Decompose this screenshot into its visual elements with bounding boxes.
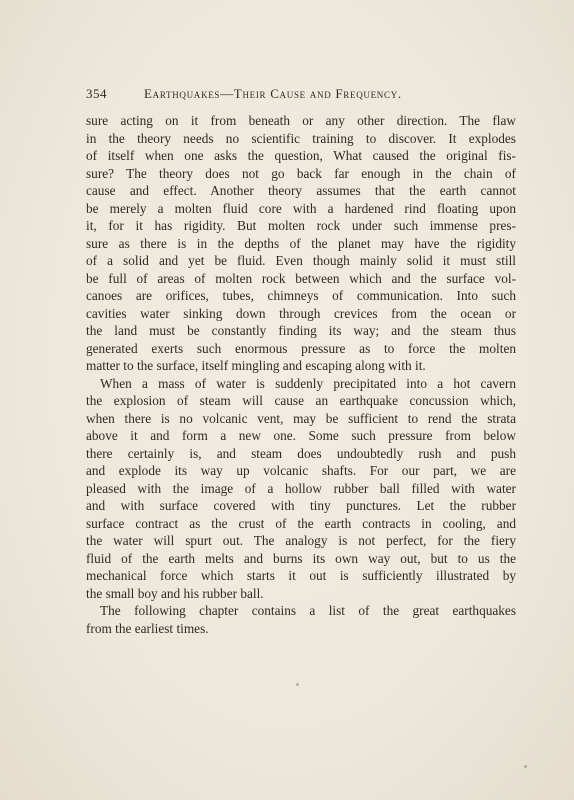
paragraph: [86, 112, 516, 375]
text-line: surface contract as the crust of the earth contracts in cooling, and: [86, 515, 516, 531]
text-line: it, for it has rigidity. But molten rock under such immense pres-: [86, 218, 516, 233]
text-line: of a solid and yet be fluid. Even though mainly solid it must still: [86, 253, 516, 268]
paper-speck: [524, 765, 527, 768]
text-line: above it and form a new one. Some such pressure from below: [86, 428, 516, 443]
text-line: the land must be constantly finding its way; and the steam thus: [86, 323, 516, 338]
text-line: sure as there is in the depths of the planet may have the rigidity: [86, 235, 516, 251]
text-line: cause and effect. Another theory assumes that the earth cannot: [86, 183, 516, 198]
text-line: the small boy and his rubber ball.: [86, 585, 264, 601]
text-line: mechanical force which starts it out is sufficiently illustrated by: [86, 568, 516, 583]
text-line: The following chapter contains a list of the great earthquakes: [100, 603, 516, 618]
paragraph: [86, 375, 516, 603]
text-line: cavities water sinking down through crevices from the ocean or: [86, 305, 516, 321]
text-line: sure? The theory does not go back far enough in the chain of: [86, 165, 516, 181]
paper-speck: [296, 683, 299, 686]
text-line: When a mass of water is suddenly precipitated into a hot cavern: [100, 375, 516, 391]
running-head: [86, 86, 516, 104]
text-line: pleased with the image of a hollow rubber ball filled with water: [86, 480, 516, 496]
text-line: sure acting on it from beneath or any other direction. The flaw: [86, 113, 516, 128]
page-number: 354: [86, 86, 107, 101]
text-line: the explosion of steam will cause an earthquake concussion which,: [86, 393, 516, 408]
text-line: when there is no volcanic vent, may be sufficient to rend the strata: [86, 410, 516, 426]
text-line: be full of areas of molten rock between which and the surface vol-: [86, 270, 516, 286]
text-line: from the earliest times.: [86, 620, 209, 636]
text-line: and with surface covered with tiny punctures. Let the rubber: [86, 498, 516, 513]
text-line: there certainly is, and steam does undoubtedly rush and push: [86, 445, 516, 461]
text-line: be merely a molten fluid core with a hardened rind floating upon: [86, 200, 516, 216]
text-line: generated exerts such enormous pressure as to force the molten: [86, 340, 516, 356]
text-line: in the theory needs no scientific training to discover. It explodes: [86, 130, 516, 146]
paragraph: [86, 602, 516, 637]
text-line: the water will spurt out. The analogy is not perfect, for the fiery: [86, 533, 516, 548]
text-line: and explode its way up volcanic shafts. For our part, we are: [86, 463, 516, 478]
text-line: canoes are orifices, tubes, chimneys of communication. Into such: [86, 288, 516, 303]
body-text: [86, 112, 516, 637]
text-line: of itself when one asks the question, What caused the original fis-: [86, 148, 516, 163]
text-line: matter to the surface, itself mingling and escaping along with it.: [86, 358, 426, 373]
running-title: Earthquakes—Their Cause and Frequency.: [144, 86, 402, 101]
text-line: fluid of the earth melts and burns its own way out, but to us the: [86, 550, 516, 566]
